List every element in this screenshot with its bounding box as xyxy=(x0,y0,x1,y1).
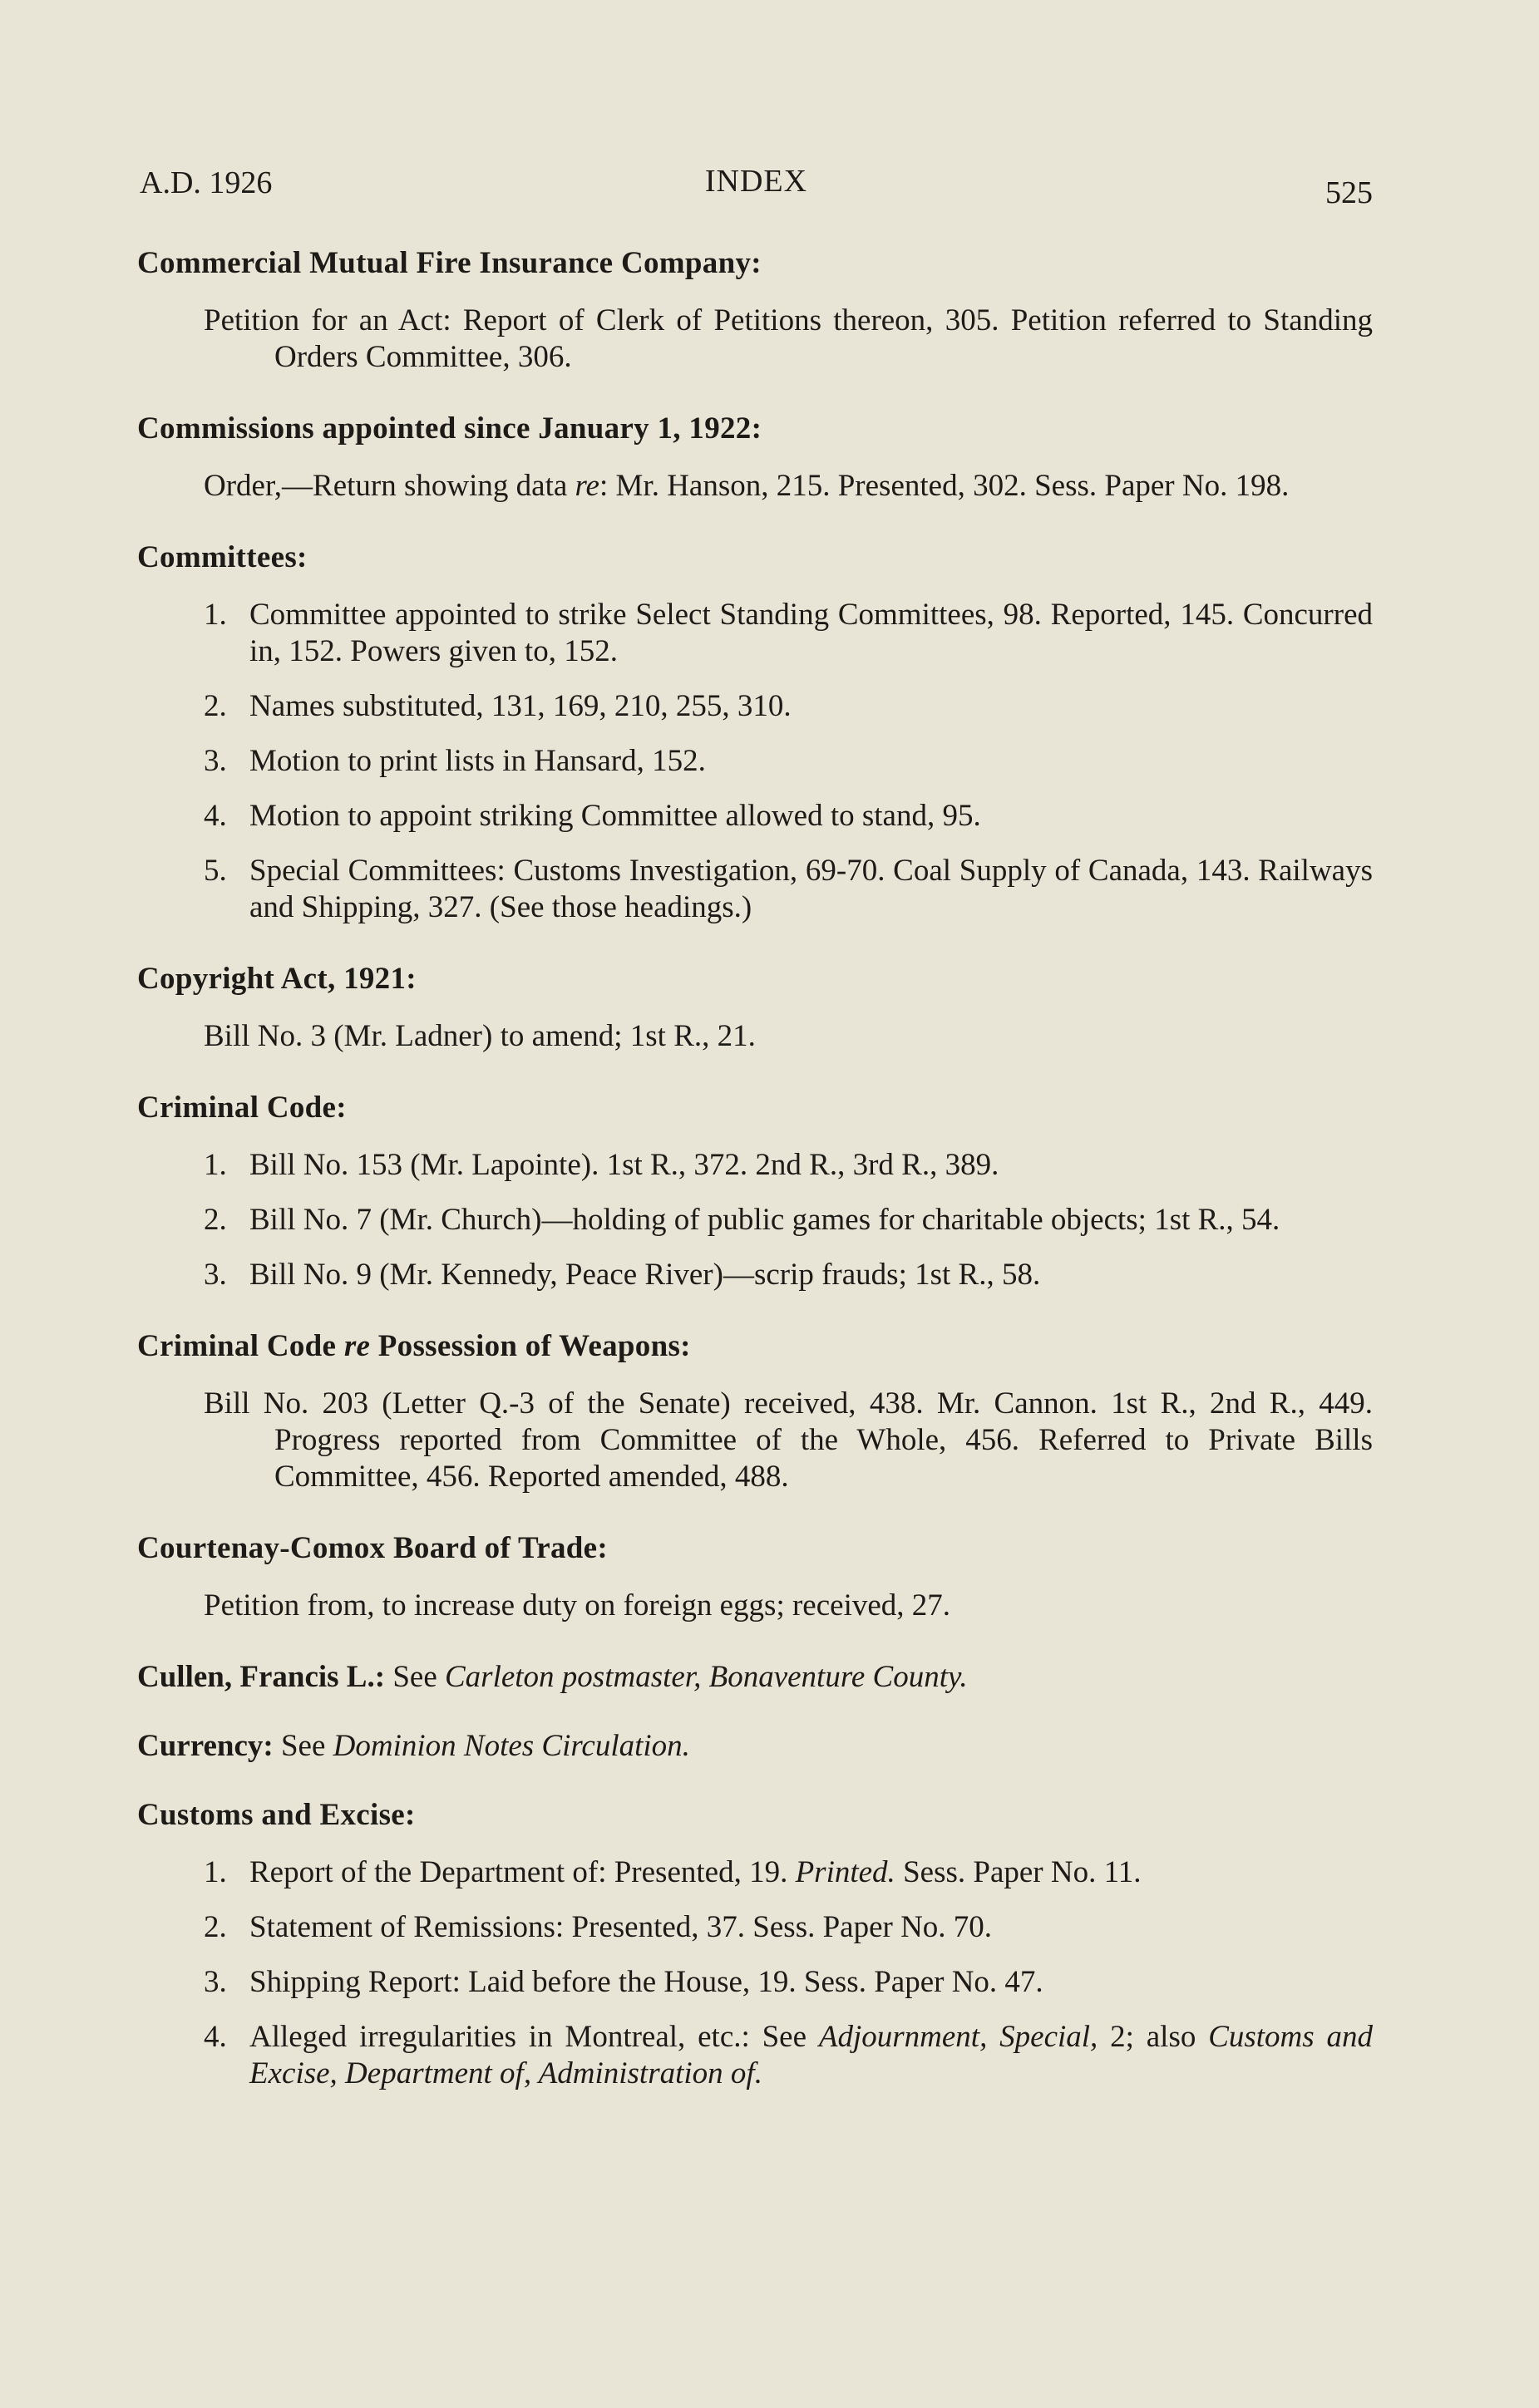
entry-heading: Courtenay-Comox Board of Trade: xyxy=(137,1531,608,1565)
list-item xyxy=(204,743,1373,780)
item-text: Bill No. 7 (Mr. Church)—holding of public games for charitable objects; 1st R., 54. xyxy=(249,1203,1280,1237)
heading-part: Possession of Weapons: xyxy=(370,1329,691,1363)
index-entry xyxy=(137,1090,1373,1293)
item-number: 3. xyxy=(204,1965,227,1999)
entry-text: Petition for an Act: Report of Clerk of Petitions thereon, 305. Petition referred to Standing Orders Committee, 306. xyxy=(204,303,1373,374)
list-item xyxy=(204,2019,1373,2092)
item-number: 3. xyxy=(204,1258,227,1292)
list-item xyxy=(204,1257,1373,1293)
item-number: 1. xyxy=(204,1855,227,1889)
text-part: Sess. Paper No. 11. xyxy=(895,1855,1142,1889)
index-entry xyxy=(137,1328,1373,1495)
see-reference: Carleton postmaster, Bonaventure County. xyxy=(445,1660,968,1694)
text-part: Alleged irregularities in Montreal, etc.: See xyxy=(249,2020,819,2054)
list-item xyxy=(204,1147,1373,1184)
list-item xyxy=(204,688,1373,725)
see-label: See xyxy=(385,1660,445,1694)
entry-text: Petition from, to increase duty on foreign eggs; received, 27. xyxy=(204,1588,951,1623)
list-item xyxy=(204,1909,1373,1946)
entry-text: Bill No. 3 (Mr. Ladner) to amend; 1st R., 21. xyxy=(204,1019,756,1053)
heading-part: Criminal Code xyxy=(137,1329,344,1363)
item-text: Motion to print lists in Hansard, 152. xyxy=(249,744,706,778)
see-reference: Dominion Notes Circulation. xyxy=(333,1729,690,1763)
index-content xyxy=(137,245,1373,2127)
text-part: Order,—Return showing data xyxy=(204,469,575,503)
item-text xyxy=(249,1854,1373,1891)
entry-heading: Copyright Act, 1921: xyxy=(137,962,417,996)
list-item xyxy=(204,853,1373,926)
item-number: 4. xyxy=(204,799,227,833)
header-title: INDEX xyxy=(704,164,808,199)
see-label: See xyxy=(273,1729,333,1763)
index-entry xyxy=(137,961,1373,1055)
text-part: 2; also xyxy=(1098,2020,1209,2054)
item-text: Names substituted, 131, 169, 210, 255, 310. xyxy=(249,689,792,723)
index-entry xyxy=(137,1797,1373,2092)
item-text: Bill No. 153 (Mr. Lapointe). 1st R., 372. 2nd R., 3rd R., 389. xyxy=(249,1148,999,1182)
text-italic: re xyxy=(575,469,599,503)
item-number: 4. xyxy=(204,2020,227,2054)
item-number: 2. xyxy=(204,689,227,723)
entry-text: Bill No. 203 (Letter Q.-3 of the Senate) received, 438. Mr. Cannon. 1st R., 2nd R., 449. Progress reported from Committee of the Whole, 456. Referred to Private Bills Committee, 456. Reported amended, 488. xyxy=(204,1386,1373,1494)
item-number: 3. xyxy=(204,744,227,778)
item-number: 5. xyxy=(204,854,227,888)
text-part: : Mr. Hanson, 215. Presented, 302. Sess. Paper No. 198. xyxy=(599,469,1290,503)
item-text: Bill No. 9 (Mr. Kennedy, Peace River)—scrip frauds; 1st R., 58. xyxy=(249,1258,1041,1292)
list-item xyxy=(204,1202,1373,1238)
item-text: Special Committees: Customs Investigation, 69-70. Coal Supply of Canada, 143. Railways and Shipping, 327. (See those headings.) xyxy=(249,854,1373,924)
text-part: Report of the Department of: Presented, 19. xyxy=(249,1855,796,1889)
header-year: A.D. 1926 xyxy=(140,165,273,200)
text-italic: Customs and Excise, Department of, Administration of. xyxy=(249,2020,1373,2090)
page-number: 525 xyxy=(1325,175,1373,210)
list-item xyxy=(204,798,1373,835)
entry-heading: Committees: xyxy=(137,540,308,574)
list-item xyxy=(204,597,1373,670)
list-item xyxy=(204,1854,1373,1891)
item-text: Shipping Report: Laid before the House, 19. Sess. Paper No. 47. xyxy=(249,1965,1043,1999)
item-number: 1. xyxy=(204,598,227,632)
index-entry xyxy=(137,411,1373,505)
running-head xyxy=(140,160,1373,209)
item-text xyxy=(249,2019,1373,2092)
text-italic: Adjournment, Special, xyxy=(818,2020,1098,2054)
entry-heading: Commercial Mutual Fire Insurance Company: xyxy=(137,246,762,280)
entry-heading: Criminal Code: xyxy=(137,1091,347,1125)
item-number: 2. xyxy=(204,1203,227,1237)
item-number: 1. xyxy=(204,1148,227,1182)
entry-heading: Cullen, Francis L.: xyxy=(137,1660,386,1694)
entry-text xyxy=(137,468,1373,505)
item-number: 2. xyxy=(204,1910,227,1944)
item-text: Motion to appoint striking Committee allowed to stand, 95. xyxy=(249,799,981,833)
text-italic: Printed. xyxy=(795,1855,895,1889)
heading-italic: re xyxy=(343,1329,371,1363)
list-item xyxy=(204,1964,1373,2001)
index-entry xyxy=(137,1530,1373,1624)
item-text: Committee appointed to strike Select Standing Committees, 98. Reported, 145. Concurred in, 152. Powers given to, 152. xyxy=(249,598,1373,668)
entry-heading: Commissions appointed since January 1, 1922: xyxy=(137,411,762,446)
entry-heading xyxy=(137,1328,1373,1364)
index-entry xyxy=(137,245,1373,376)
index-entry xyxy=(137,539,1373,926)
entry-heading: Currency: xyxy=(137,1729,274,1763)
index-entry xyxy=(137,1659,1373,1695)
entry-heading: Customs and Excise: xyxy=(137,1798,416,1832)
index-entry xyxy=(137,1728,1373,1764)
item-text: Statement of Remissions: Presented, 37. Sess. Paper No. 70. xyxy=(249,1910,993,1944)
